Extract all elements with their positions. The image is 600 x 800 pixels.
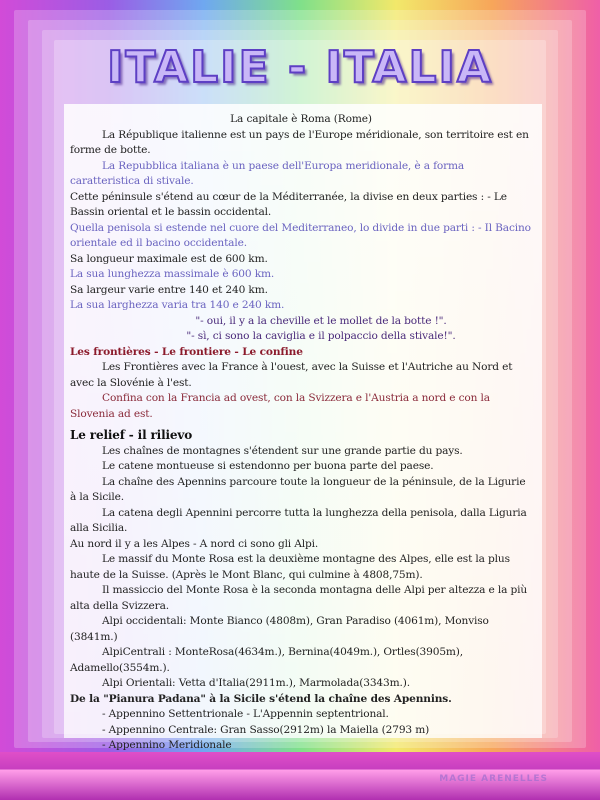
- paragraph-fr: Les Frontières avec la France à l'ouest, avec la Suisse et l'Autriche au Nord et avec la Slovénie à l'est.: [70, 361, 513, 389]
- paragraph-it: La sua larghezza varia tra 140 e 240 km.: [70, 299, 285, 311]
- signature-watermark: MAGIE ARENELLES: [439, 774, 548, 784]
- section-heading-borders: Les frontières - Le frontiere - Le confine: [70, 345, 303, 358]
- section-heading-relief: Le relief - il rilievo: [70, 428, 193, 442]
- alps-list-central: AlpiCentrali : MonteRosa(4634m.), Bernina(4049m.), Ortles(3905m), Adamello(3554m.).: [70, 646, 464, 674]
- apennines-heading: De la "Pianura Padana" à la Sicile s'étend la chaîne des Apennins.: [70, 692, 452, 705]
- alps-list-west: Alpi occidentali: Monte Bianco (4808m), Gran Paradiso (4061m), Monviso (3841m.): [70, 615, 489, 643]
- paragraph-fr: La République italienne est un pays de l'Europe méridionale, son territoire est en forme de botte.: [70, 128, 529, 156]
- paragraph-fr: Les chaînes de montagnes s'étendent sur une grande partie du pays.: [102, 444, 463, 457]
- paragraph-fr: La chaîne des Apennins parcoure toute la longueur de la péninsule, de la Ligurie à la Sicile.: [70, 475, 526, 503]
- paragraph-it: Le catene montueuse si estendonno per buona parte del paese.: [102, 460, 434, 472]
- paragraph-fr: Cette péninsule s'étend au cœur de la Méditerranée, la divise en deux parties : - Le Bassin oriental et le bassin occidental.: [70, 190, 507, 218]
- paragraph-it: La Repubblica italiana è un paese dell'Europa meridionale, è a forma caratteristica di stivale.: [70, 159, 465, 187]
- paragraph-it: Quella penisola si estende nel cuore del Mediterraneo, lo divide in due parti : - Il Bacino orientale ed il bacino occidentale.: [70, 221, 531, 249]
- paragraph-fr: Sa longueur maximale est de 600 km.: [70, 252, 268, 265]
- paragraph-fr: Le massif du Monte Rosa est la deuxième montagne des Alpes, elle est la plus haute de la Suisse. (Après le Mont Blanc, qui culmine à 4808,75m).: [70, 553, 510, 581]
- apennines-list-item: - Appennino Meridionale: [102, 739, 232, 751]
- quote-it: "- sì, ci sono la caviglia e il polpaccio della stivale!".: [186, 330, 456, 342]
- paragraph-it: La catena degli Apennini percorre tutta la lunghezza della penisola, dalla Liguria alla Sicilia.: [70, 506, 527, 534]
- document-body: [70, 112, 532, 754]
- quote-fr: "- oui, il y a la cheville et le mollet de la botte !".: [195, 314, 447, 327]
- paragraph-it: Il massiccio del Monte Rosa è la seconda montagna delle Alpi per altezza e la più alta della Svizzera.: [70, 584, 528, 612]
- page-title: ITALIE - ITALIA: [107, 42, 493, 93]
- capital-line: La capitale è Roma (Rome): [230, 113, 372, 125]
- alps-list-east: Alpi Orientali: Vetta d'Italia(2911m.), Marmolada(3343m.).: [102, 677, 410, 689]
- paragraph-alps: Au nord il y a les Alpes - A nord ci sono gli Alpi.: [70, 537, 319, 550]
- paragraph-it: Confina con la Francia ad ovest, con la Svizzera e l'Austria a nord e con la Slovenia ad est.: [70, 392, 490, 420]
- apennines-list-item: - Appennino Settentrionale - L'Appennin septentrional.: [102, 708, 389, 720]
- paragraph-it: La sua lunghezza massimale è 600 km.: [70, 268, 275, 280]
- paragraph-fr: Sa largeur varie entre 140 et 240 km.: [70, 283, 268, 296]
- apennines-list-item: - Appennino Centrale: Gran Sasso(2912m) la Maiella (2793 m): [102, 723, 430, 736]
